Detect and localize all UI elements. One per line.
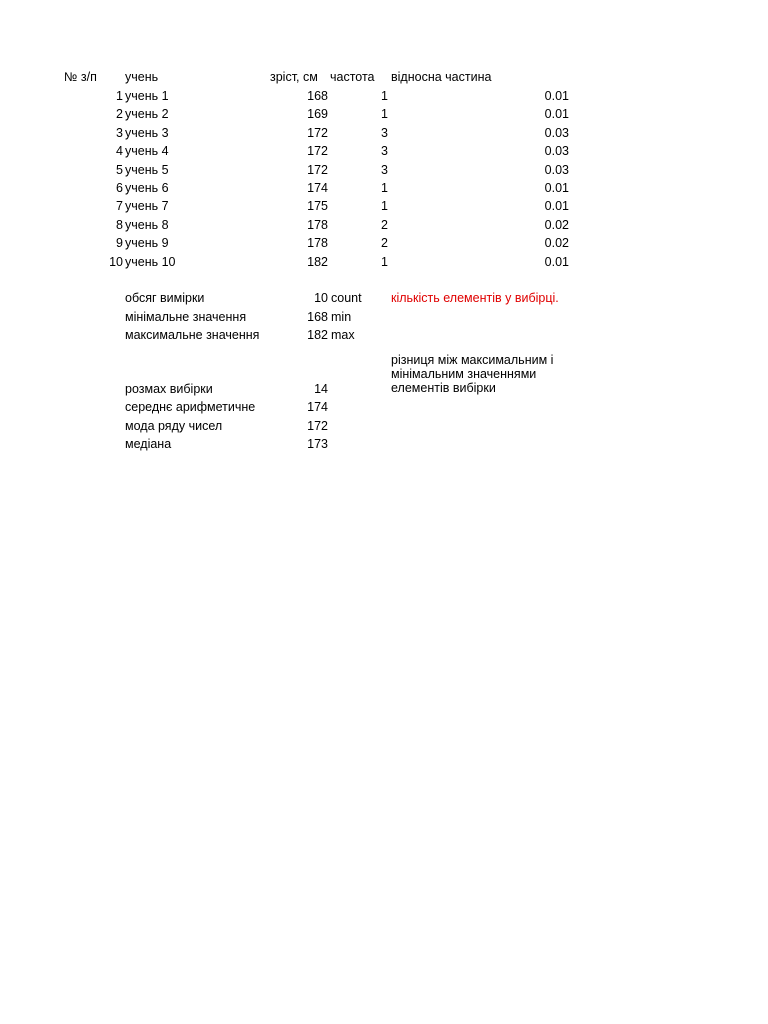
row-number[interactable]: 2 bbox=[116, 107, 123, 121]
row-relative[interactable]: 0.01 bbox=[544, 89, 569, 103]
row-number[interactable]: 8 bbox=[116, 218, 123, 232]
row-height[interactable]: 178 bbox=[307, 218, 328, 232]
row-frequency[interactable]: 1 bbox=[381, 199, 388, 213]
header-student[interactable]: учень bbox=[125, 70, 159, 84]
row-student[interactable]: учень 6 bbox=[125, 181, 169, 195]
row-height[interactable]: 178 bbox=[307, 236, 328, 250]
row-number[interactable]: 7 bbox=[116, 199, 123, 213]
row-height[interactable]: 182 bbox=[307, 255, 328, 269]
header-relative[interactable]: відносна частина bbox=[391, 70, 492, 84]
mean-label[interactable]: середнє арифметичне bbox=[125, 400, 256, 414]
max-fn[interactable]: max bbox=[331, 328, 355, 342]
range-label[interactable]: розмах вибірки bbox=[125, 382, 213, 396]
row-number[interactable]: 3 bbox=[116, 126, 123, 140]
row-relative[interactable]: 0.01 bbox=[544, 199, 569, 213]
row-student[interactable]: учень 8 bbox=[125, 218, 169, 232]
max-value[interactable]: 182 bbox=[307, 328, 328, 342]
range-value[interactable]: 14 bbox=[314, 382, 328, 396]
row-student[interactable]: учень 2 bbox=[125, 107, 169, 121]
min-value[interactable]: 168 bbox=[307, 310, 328, 324]
row-height[interactable]: 175 bbox=[307, 199, 328, 213]
row-student[interactable]: учень 5 bbox=[125, 163, 169, 177]
count-value[interactable]: 10 bbox=[314, 291, 328, 305]
row-relative[interactable]: 0.03 bbox=[544, 163, 569, 177]
min-label[interactable]: мінімальне значення bbox=[125, 310, 247, 324]
row-frequency[interactable]: 3 bbox=[381, 144, 388, 158]
row-relative[interactable]: 0.02 bbox=[544, 218, 569, 232]
row-number[interactable]: 5 bbox=[116, 163, 123, 177]
count-fn[interactable]: count bbox=[331, 291, 362, 305]
range-note[interactable]: різниця між максимальним і мінімальним значеннями елементів вибірки bbox=[391, 353, 554, 395]
row-student[interactable]: учень 4 bbox=[125, 144, 169, 158]
mode-value[interactable]: 172 bbox=[307, 419, 328, 433]
count-label[interactable]: обсяг вимірки bbox=[125, 291, 205, 305]
row-number[interactable]: 9 bbox=[116, 236, 123, 250]
row-height[interactable]: 169 bbox=[307, 107, 328, 121]
median-value[interactable]: 173 bbox=[307, 437, 328, 451]
mean-value[interactable]: 174 bbox=[307, 400, 328, 414]
row-number[interactable]: 4 bbox=[116, 144, 123, 158]
row-relative[interactable]: 0.03 bbox=[544, 144, 569, 158]
row-relative[interactable]: 0.01 bbox=[544, 107, 569, 121]
row-relative[interactable]: 0.02 bbox=[544, 236, 569, 250]
row-frequency[interactable]: 3 bbox=[381, 163, 388, 177]
row-frequency[interactable]: 2 bbox=[381, 236, 388, 250]
row-number[interactable]: 1 bbox=[116, 89, 123, 103]
row-frequency[interactable]: 1 bbox=[381, 107, 388, 121]
max-label[interactable]: максимальне значення bbox=[125, 328, 260, 342]
row-height[interactable]: 172 bbox=[307, 144, 328, 158]
header-num[interactable]: № з/п bbox=[64, 70, 97, 84]
row-student[interactable]: учень 10 bbox=[125, 255, 176, 269]
row-student[interactable]: учень 7 bbox=[125, 199, 169, 213]
row-relative[interactable]: 0.01 bbox=[544, 181, 569, 195]
row-height[interactable]: 172 bbox=[307, 163, 328, 177]
header-frequency[interactable]: частота bbox=[330, 70, 375, 84]
median-label[interactable]: медіана bbox=[125, 437, 172, 451]
row-student[interactable]: учень 3 bbox=[125, 126, 169, 140]
row-frequency[interactable]: 1 bbox=[381, 89, 388, 103]
row-number[interactable]: 10 bbox=[109, 255, 123, 269]
row-number[interactable]: 6 bbox=[116, 181, 123, 195]
row-frequency[interactable]: 3 bbox=[381, 126, 388, 140]
mode-label[interactable]: мода ряду чисел bbox=[125, 419, 223, 433]
row-student[interactable]: учень 1 bbox=[125, 89, 169, 103]
row-frequency[interactable]: 1 bbox=[381, 181, 388, 195]
row-relative[interactable]: 0.03 bbox=[544, 126, 569, 140]
row-student[interactable]: учень 9 bbox=[125, 236, 169, 250]
row-frequency[interactable]: 1 bbox=[381, 255, 388, 269]
header-height[interactable]: зріст, см bbox=[270, 70, 318, 84]
min-fn[interactable]: min bbox=[331, 310, 352, 324]
row-frequency[interactable]: 2 bbox=[381, 218, 388, 232]
count-note[interactable]: кількість елементів у вибірці. bbox=[391, 291, 559, 305]
row-height[interactable]: 174 bbox=[307, 181, 328, 195]
row-height[interactable]: 168 bbox=[307, 89, 328, 103]
row-height[interactable]: 172 bbox=[307, 126, 328, 140]
row-relative[interactable]: 0.01 bbox=[544, 255, 569, 269]
